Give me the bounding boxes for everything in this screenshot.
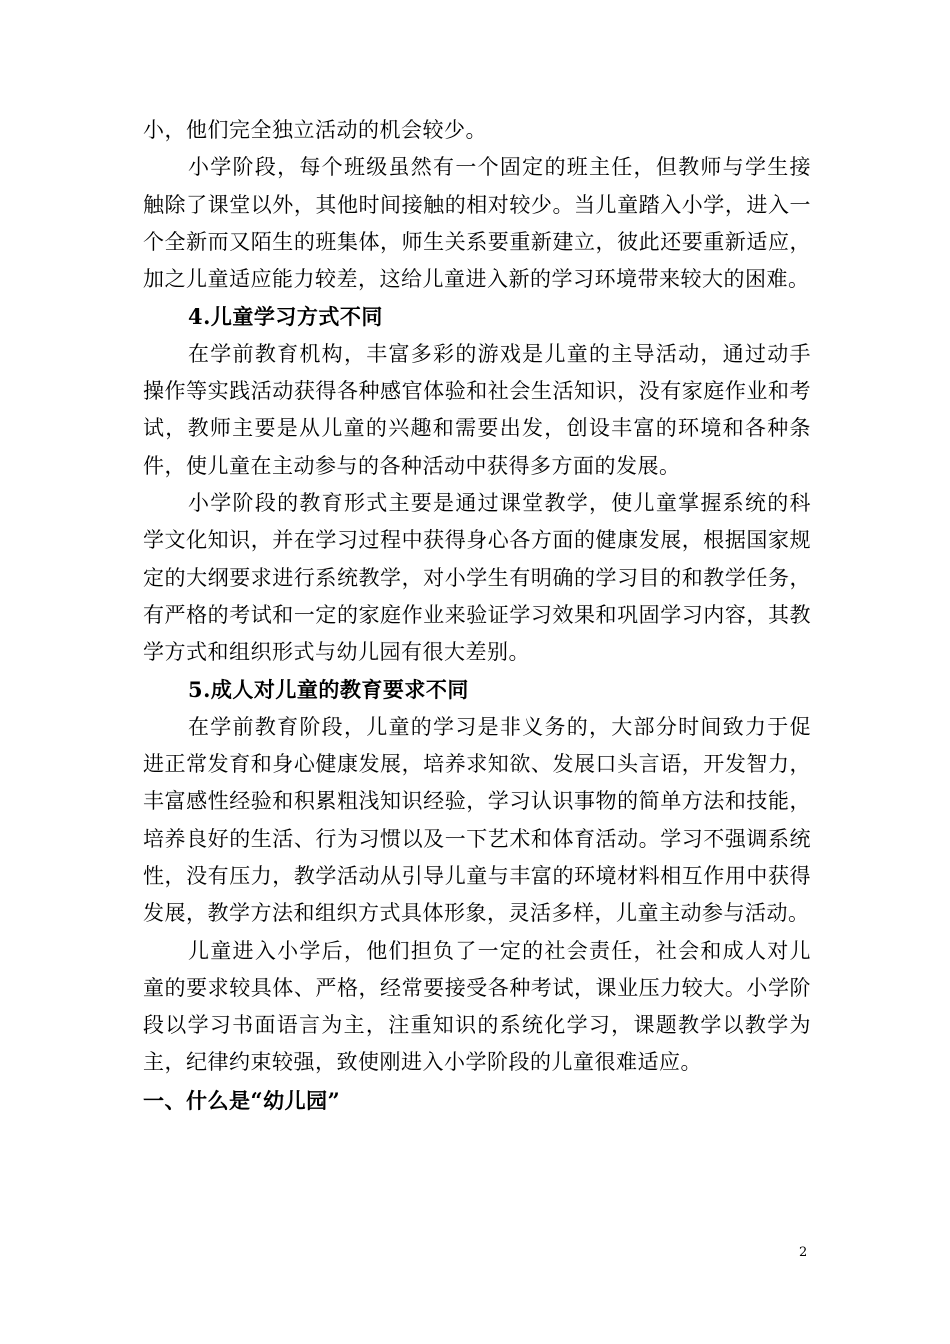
paragraph: 小，他们完全独立活动的机会较少。	[143, 118, 487, 142]
paragraph: 在学前教育机构，丰富多彩的游戏是儿童的主导活动，通过动手操作等实践活动获得各种感官体验和社会生活知识，没有家庭作业和考试，教师主要是从儿童的兴趣和需要出发，创设丰富的环境和各种条件，使儿童在主动参与的各种活动中获得多方面的发展。	[143, 341, 811, 478]
section-heading: 5.成人对儿童的教育要求不同	[188, 677, 469, 703]
paragraph: 儿童进入小学后，他们担负了一定的社会责任，社会和成人对儿童的要求较具体、严格，经常要接受各种考试，课业压力较大。小学阶段以学习书面语言为主，注重知识的系统化学习，课题教学以教学为主，纪律约束较强，致使刚进入小学阶段的儿童很难适应。	[143, 938, 811, 1075]
chapter-heading: 一、什么是“幼儿园”	[143, 1087, 341, 1113]
paragraph: 小学阶段的教育形式主要是通过课堂教学，使儿童掌握系统的科学文化知识，并在学习过程中获得身心各方面的健康发展，根据国家规定的大纲要求进行系统教学，对小学生有明确的学习目的和教学任务，有严格的考试和一定的家庭作业来验证学习效果和巩固学习内容，其教学方式和组织形式与幼儿园有很大差别。	[143, 490, 811, 665]
page-body	[143, 112, 811, 1119]
page-number: 2	[799, 1245, 808, 1260]
section-heading: 4.儿童学习方式不同	[188, 304, 383, 330]
paragraph: 在学前教育阶段，儿童的学习是非义务的，大部分时间致力于促进正常发育和身心健康发展，培养求知欲、发展口头言语，开发智力，丰富感性经验和积累粗浅知识经验，学习认识事物的简单方法和技能，培养良好的生活、行为习惯以及一下艺术和体育活动。学习不强调系统性，没有压力，教学活动从引导儿童与丰富的环境材料相互作用中获得发展，教学方法和组织方式具体形象，灵活多样，儿童主动参与活动。	[143, 714, 811, 926]
paragraph: 小学阶段，每个班级虽然有一个固定的班主任，但教师与学生接触除了课堂以外，其他时间接触的相对较少。当儿童踏入小学，进入一个全新而又陌生的班集体，师生关系要重新建立，彼此还要重新适应，加之儿童适应能力较差，这给儿童进入新的学习环境带来较大的困难。	[143, 155, 811, 292]
